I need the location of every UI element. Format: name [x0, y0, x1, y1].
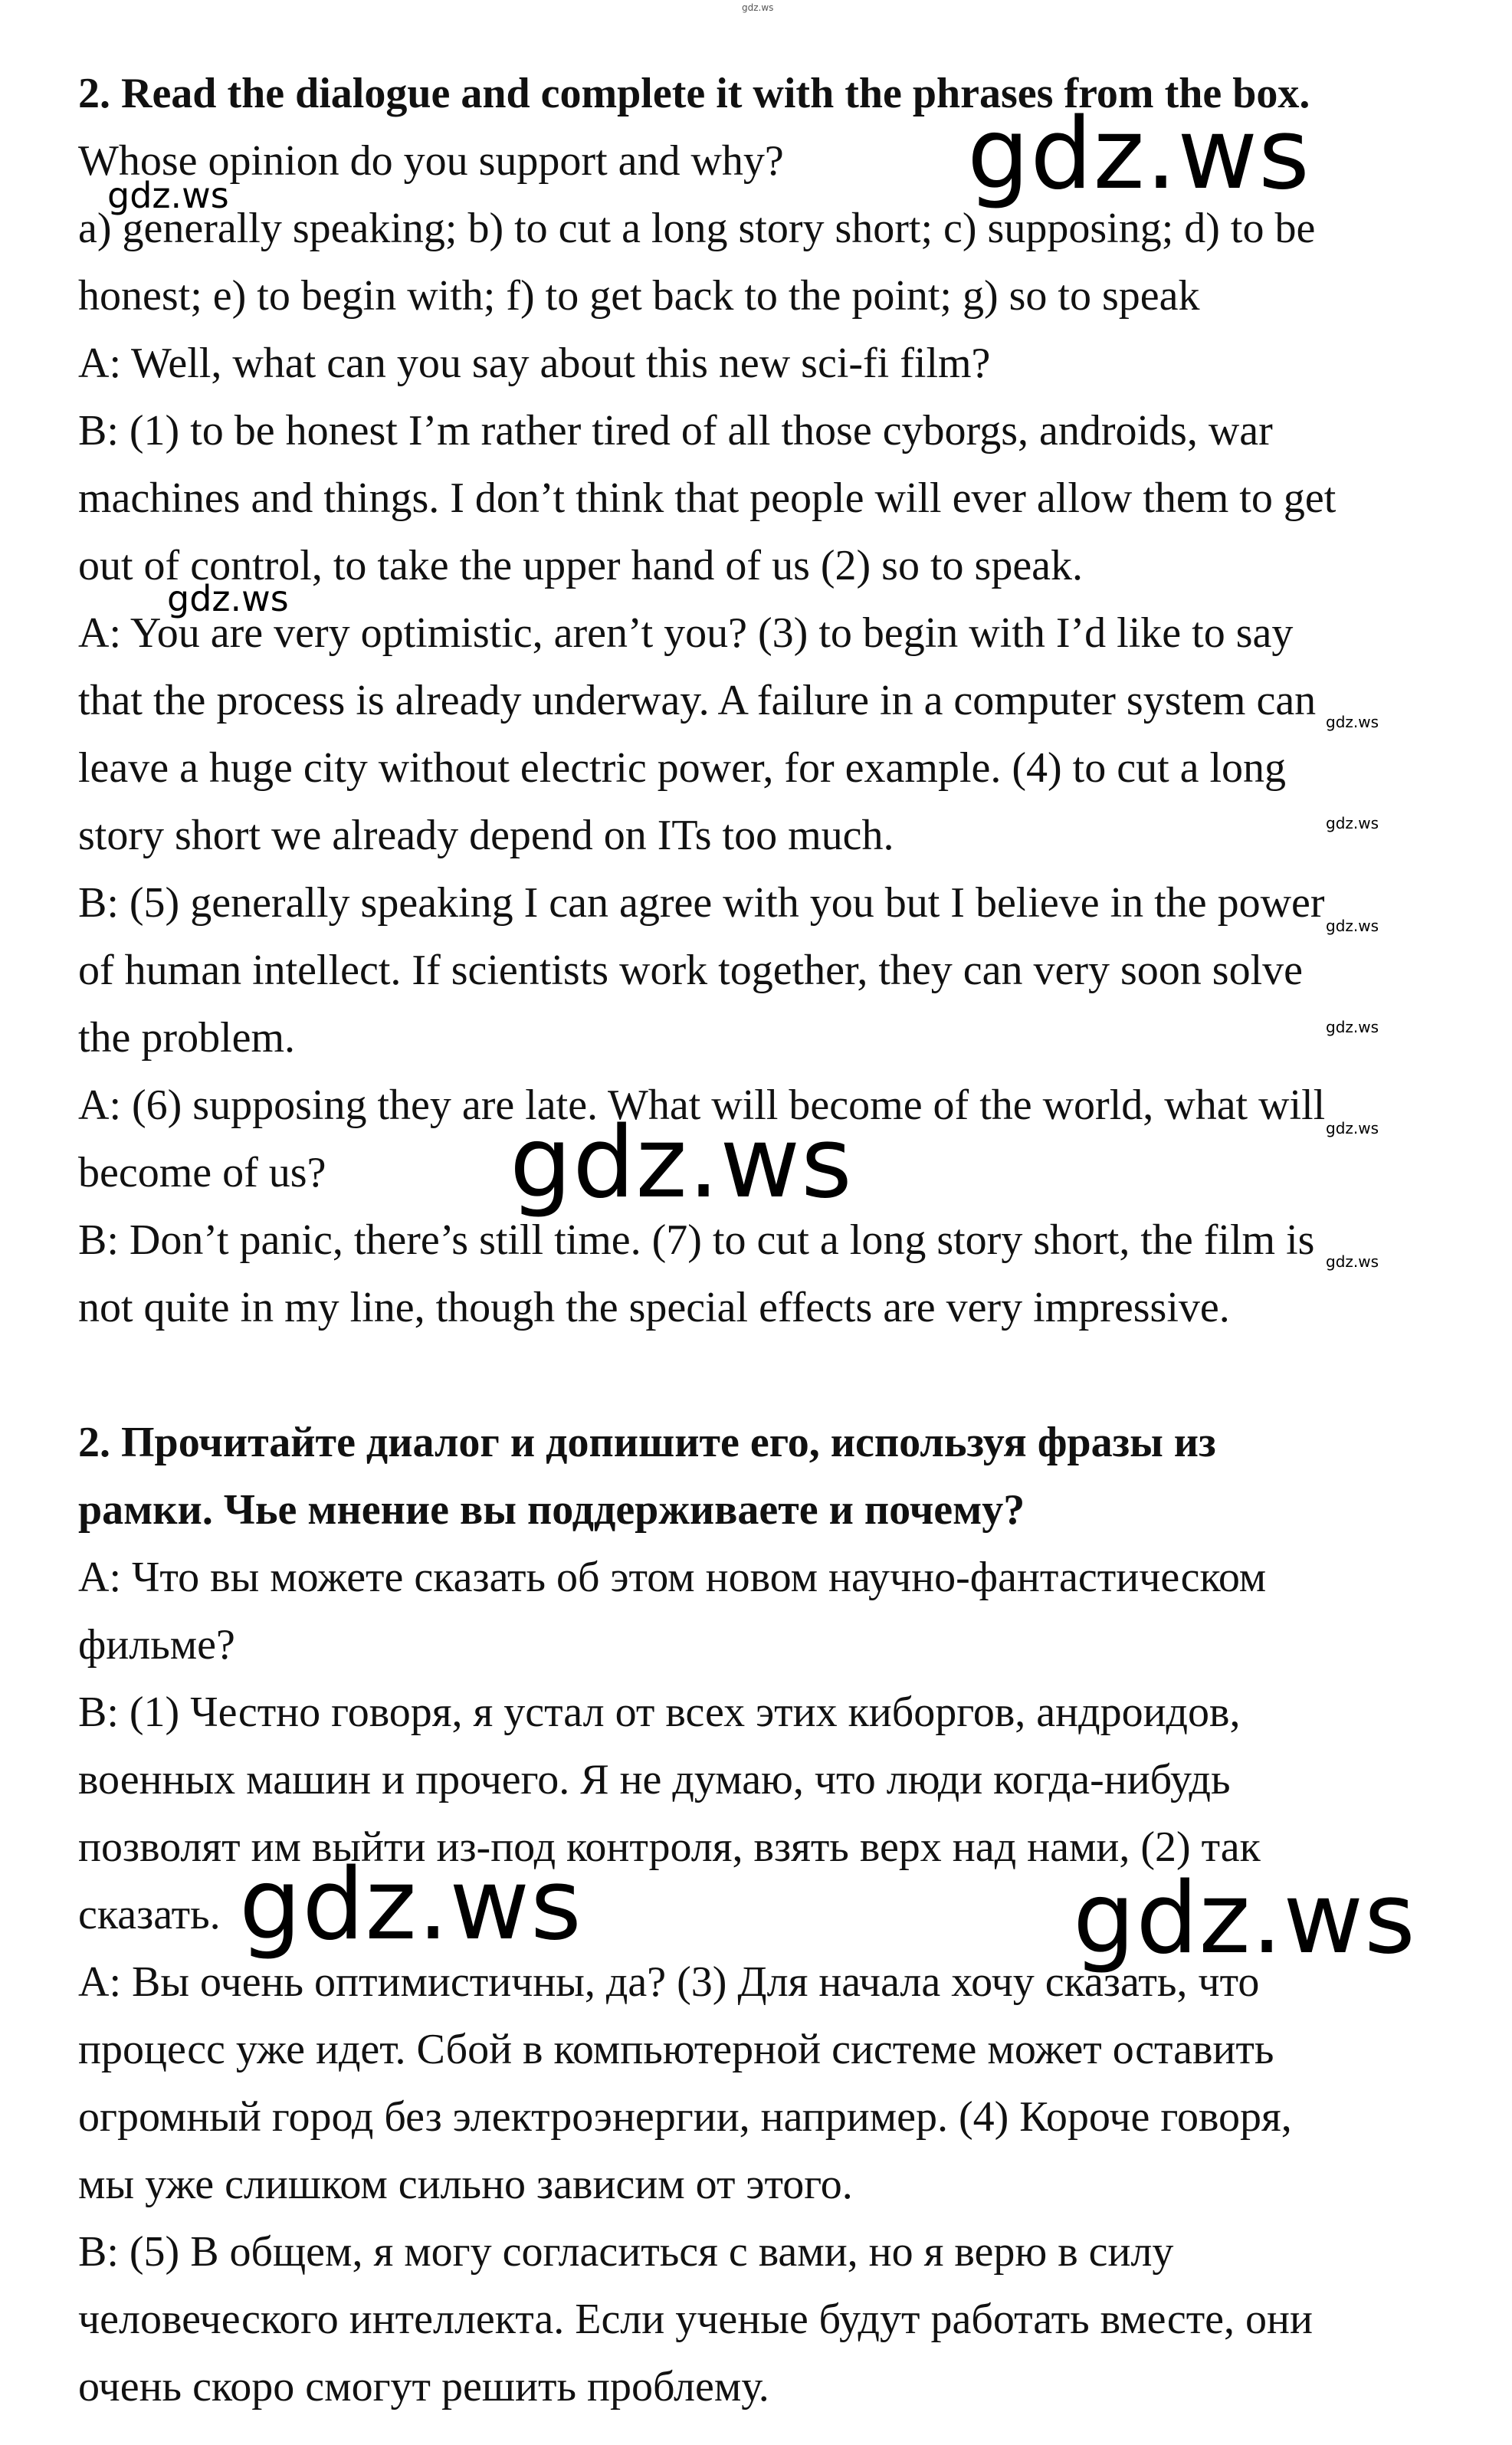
- russian-line: военных машин и прочего. Я не думаю, что люди когда-нибудь: [78, 1756, 1231, 1803]
- russian-line: сказать.: [78, 1891, 221, 1938]
- english-line: a) generally speaking; b) to cut a long story short; c) supposing; d) to be: [78, 205, 1316, 252]
- english-line: the problem.: [78, 1014, 296, 1062]
- english-line: A: You are very optimistic, aren’t you? (3) to begin with I’d like to say: [78, 609, 1294, 657]
- russian-line: A: Вы очень оптимистичны, да? (3) Для начала хочу сказать, что: [78, 1958, 1260, 2006]
- russian-line: огромный город без электроэнергии, например. (4) Короче говоря,: [78, 2093, 1292, 2141]
- english-line: out of control, to take the upper hand of us (2) so to speak.: [78, 542, 1084, 589]
- russian-line: очень скоро смогут решить проблему.: [78, 2363, 769, 2411]
- russian-line: B: (1) Честно говоря, я устал от всех этих киборгов, андроидов,: [78, 1689, 1241, 1736]
- english-line: that the process is already underway. A failure in a computer system can: [78, 677, 1317, 724]
- english-line: become of us?: [78, 1149, 326, 1196]
- english-line: Whose opinion do you support and why?: [78, 137, 784, 185]
- watermark: gdz.ws: [1073, 1862, 1416, 1976]
- watermark: gdz.ws: [742, 2, 774, 13]
- russian-heading: 2. Прочитайте диалог и допишите его, используя фразы из: [78, 1419, 1216, 1466]
- russian-line: процесс уже идет. Сбой в компьютерной системе может оставить: [78, 2026, 1274, 2073]
- watermark: gdz.ws: [1326, 1252, 1379, 1271]
- watermark: gdz.ws: [1326, 713, 1379, 731]
- russian-line: мы уже слишком сильно зависим от этого.: [78, 2161, 853, 2208]
- watermark: gdz.ws: [510, 1106, 853, 1220]
- english-line: B: Don’t panic, there’s still time. (7) to cut a long story short, the film is: [78, 1216, 1315, 1264]
- english-line: leave a huge city without electric power, for example. (4) to cut a long: [78, 744, 1287, 792]
- english-line: machines and things. I don’t think that people will ever allow them to get: [78, 474, 1337, 522]
- russian-line: B: (5) В общем, я могу согласиться с вами, но я верю в силу: [78, 2228, 1174, 2276]
- russian-line: фильме?: [78, 1621, 235, 1669]
- russian-line: человеческого интеллекта. Если ученые будут работать вместе, они: [78, 2296, 1313, 2343]
- english-heading: 2. Read the dialogue and complete it with the phrases from the box.: [78, 70, 1310, 117]
- english-line: A: (6) supposing they are late. What will become of the world, what will: [78, 1081, 1326, 1129]
- english-line: of human intellect. If scientists work together, they can very soon solve: [78, 947, 1303, 994]
- watermark: gdz.ws: [1326, 1018, 1379, 1036]
- watermark: gdz.ws: [1326, 814, 1379, 832]
- watermark: gdz.ws: [1326, 917, 1379, 935]
- english-line: not quite in my line, though the special effects are very impressive.: [78, 1284, 1230, 1331]
- russian-line: позволят им выйти из-под контроля, взять верх над нами, (2) так: [78, 1823, 1261, 1871]
- english-line: honest; e) to begin with; f) to get back to the point; g) so to speak: [78, 272, 1200, 320]
- english-line: B: (5) generally speaking I can agree with you but I believe in the power: [78, 879, 1325, 927]
- russian-heading: рамки. Чье мнение вы поддерживаете и почему?: [78, 1486, 1025, 1534]
- english-line: story short we already depend on ITs too much.: [78, 812, 894, 859]
- english-line: B: (1) to be honest I’m rather tired of all those cyborgs, androids, war: [78, 407, 1273, 455]
- watermark: gdz.ws: [967, 97, 1310, 212]
- watermark: gdz.ws: [107, 175, 229, 216]
- russian-line: A: Что вы можете сказать об этом новом научно-фантастическом: [78, 1554, 1267, 1601]
- watermark: gdz.ws: [1326, 1119, 1379, 1137]
- english-line: A: Well, what can you say about this new sci-fi film?: [78, 340, 991, 387]
- watermark: gdz.ws: [239, 1848, 582, 1962]
- watermark: gdz.ws: [167, 578, 289, 619]
